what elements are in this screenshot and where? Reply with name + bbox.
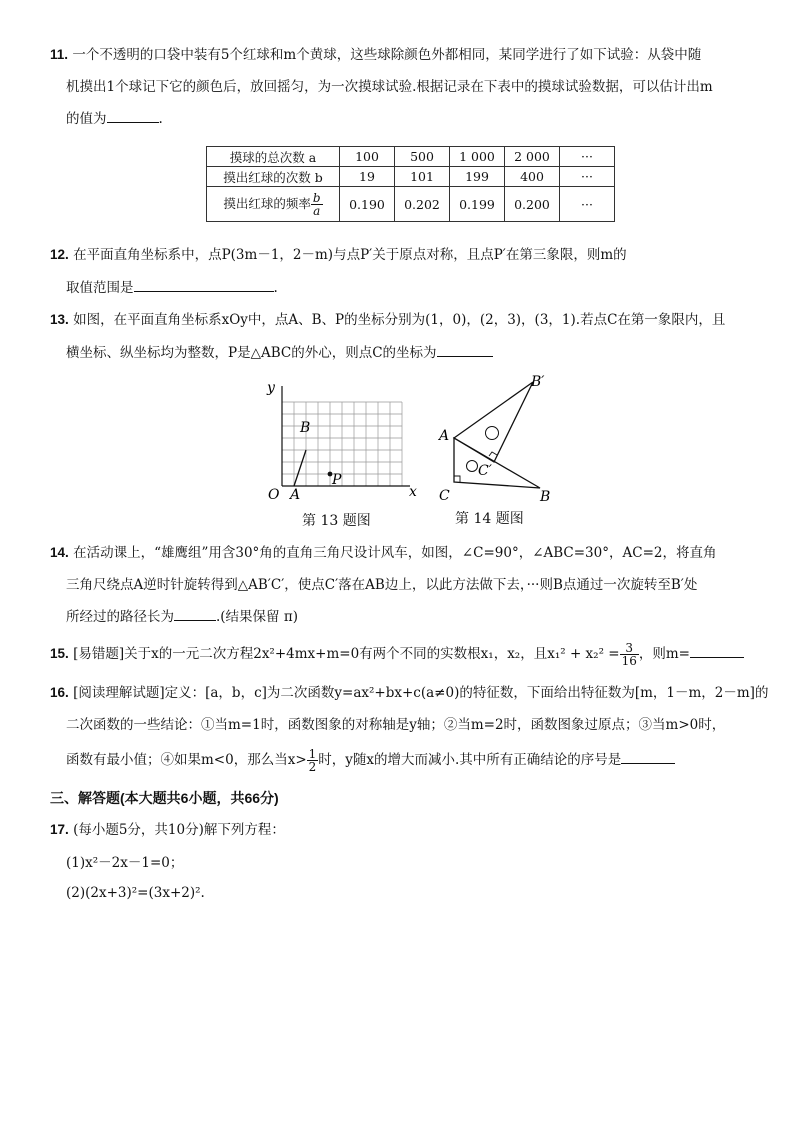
question-17-part1: (1)x²－2x－1=0；: [66, 855, 184, 871]
question-text: 取值范围是: [66, 280, 134, 296]
question-text: [阅读理解试题]定义：[a，b，c]为二次函数y=ax²+bx+c(a≠0)的特征数，下面给出特征数为[m，1－m，2－m]的: [73, 685, 769, 701]
y-axis-label: y: [267, 380, 275, 396]
table-cell: 0.190: [340, 187, 395, 222]
question-text: (每小题5分，共10分)解下列方程：: [73, 822, 285, 838]
table-cell: 0.199: [450, 187, 505, 222]
question-17-part2: (2)(2x+3)²=(3x+2)².: [66, 885, 205, 901]
question-16: [50, 683, 769, 703]
segment-ab: [294, 450, 306, 486]
denominator: a: [313, 203, 321, 218]
table-header-cell: 摸出红球的次数 b: [207, 167, 340, 187]
table-cell: 100: [340, 147, 395, 167]
point-a-label: A: [439, 428, 450, 444]
table-cell: 400: [505, 167, 560, 187]
right-angle-mark-c2: [489, 452, 497, 456]
hole-circle-2: [467, 461, 478, 472]
fraction: [311, 192, 323, 217]
table-cell: ···: [560, 167, 615, 187]
answer-blank[interactable]: [690, 643, 744, 658]
question-16-line2: [66, 715, 766, 735]
table-cell: 1 000: [450, 147, 505, 167]
question-number: 12.: [50, 247, 69, 262]
question-text: 的值为: [66, 111, 107, 127]
point-c-label: C: [439, 488, 450, 504]
header-label: 摸出红球的频率: [223, 195, 311, 211]
numerator: 1: [308, 747, 317, 761]
denominator: 2: [308, 760, 317, 774]
trial-table: [206, 146, 615, 222]
figure-13-diagram: [262, 372, 422, 502]
question-12: [50, 245, 750, 265]
question-number: 11.: [50, 47, 69, 62]
point-a-label: A: [290, 487, 301, 502]
table-cell: 0.202: [395, 187, 450, 222]
right-angle-mark-c: [454, 476, 460, 482]
question-number: 13.: [50, 312, 69, 327]
origin-label: O: [268, 487, 280, 502]
table-row: [207, 187, 615, 222]
table-cell: 199: [450, 167, 505, 187]
table-header-cell: [207, 187, 340, 222]
question-14-line3: [66, 606, 766, 627]
x-axis-label: x: [409, 484, 417, 500]
denominator: 16: [621, 654, 637, 668]
grid: [282, 402, 402, 486]
question-text: 所经过的路径长为: [66, 609, 174, 625]
point-c2-label: C′: [478, 463, 492, 479]
table-row: [207, 167, 615, 187]
question-11-line2: [66, 77, 766, 97]
question-text: 在活动课上，“雄鹰组”用含30°角的直角三角尺设计风车，如图，∠C=90°，∠ABC=30°，AC=2，将直角: [73, 545, 717, 561]
fraction: [620, 642, 639, 667]
question-text: 二次函数的一些结论：①当m=1时，函数图象的对称轴是y轴；②当m=2时，函数图象过原点；③当m>0时，: [66, 717, 726, 733]
figure-14-diagram: [432, 372, 562, 504]
question-text: ，则m=: [638, 646, 690, 662]
table-cell: ···: [560, 147, 615, 167]
point-b-label: B: [300, 420, 311, 436]
question-text: .: [273, 280, 278, 296]
question-12-line2: [66, 277, 766, 298]
point-p-label: P: [332, 472, 342, 488]
section-heading: 三、解答题(本大题共6小题，共66分): [50, 790, 279, 806]
question-11-line3: [66, 108, 766, 129]
table-cell: 0.200: [505, 187, 560, 222]
question-number: 16.: [50, 685, 69, 700]
answer-blank[interactable]: [174, 606, 216, 621]
question-text: 机摸出1个球记下它的颜色后，放回摇匀，为一次摸球试验.根据记录在下表中的摸球试验数据，可以估计出m: [66, 79, 713, 95]
table-cell: 101: [395, 167, 450, 187]
table-cell: 500: [395, 147, 450, 167]
numerator: b: [312, 190, 321, 205]
question-text: .(结果保留 π): [216, 609, 298, 625]
question-15: [50, 642, 750, 667]
question-text: 在平面直角坐标系中，点P(3m－1，2－m)与点P′关于原点对称，且点P′在第三象限，则m的: [73, 247, 627, 263]
question-text: 时，y随x的增大而减小.其中所有正确结论的序号是: [318, 752, 622, 768]
question-14: [50, 543, 750, 563]
numerator: 3: [620, 642, 639, 655]
triangle-ab2c2: [454, 382, 533, 462]
answer-blank[interactable]: [437, 342, 493, 357]
question-text: 三角尺绕点A逆时针旋转得到△AB′C′，使点C′落在AB边上，以此方法做下去，···则B点通过一次旋转至B′处: [66, 577, 698, 593]
question-14-line2: [66, 575, 766, 595]
question-text: 一个不透明的口袋中装有5个红球和m个黄球，这些球除颜色外都相同，某同学进行了如下试验：从袋中随: [72, 47, 702, 63]
question-number: 15.: [50, 646, 69, 661]
table-header-cell: 摸球的总次数 a: [207, 147, 340, 167]
question-17: [50, 820, 750, 840]
question-text: 横坐标、纵坐标均为整数，P是△ABC的外心，则点C的坐标为: [66, 345, 437, 361]
answer-blank[interactable]: [134, 277, 274, 292]
figure-13-caption: 第 13 题图: [302, 513, 371, 529]
question-number: 17.: [50, 822, 69, 837]
table-cell: ···: [560, 187, 615, 222]
question-text: 如图，在平面直角坐标系xOy中，点A、B、P的坐标分别为(1，0)，(2，3)，(3，1).若点C在第一象限内，且: [73, 312, 726, 328]
table-row: [207, 147, 615, 167]
figure-14-caption: 第 14 题图: [455, 511, 524, 527]
question-text: [易错题]关于x的一元二次方程2x²+4mx+m=0有两个不同的实数根x₁，x₂，且x₁² + x₂² =: [73, 646, 620, 662]
question-number: 14.: [50, 545, 69, 560]
point-b-label: B: [540, 489, 551, 504]
point-b2-label: B′: [531, 374, 545, 390]
question-text: .: [158, 111, 163, 127]
answer-blank[interactable]: [107, 108, 159, 123]
hole-circle-1: [486, 427, 499, 440]
question-16-line3: [66, 748, 766, 773]
question-11: [50, 45, 750, 65]
question-13: [50, 310, 750, 330]
table-cell: 2 000: [505, 147, 560, 167]
table-cell: 19: [340, 167, 395, 187]
question-text: 函数有最小值；④如果m<0，那么当x>: [66, 752, 307, 768]
fraction: [307, 748, 319, 773]
question-13-line2: [66, 342, 766, 363]
answer-blank[interactable]: [621, 749, 675, 764]
